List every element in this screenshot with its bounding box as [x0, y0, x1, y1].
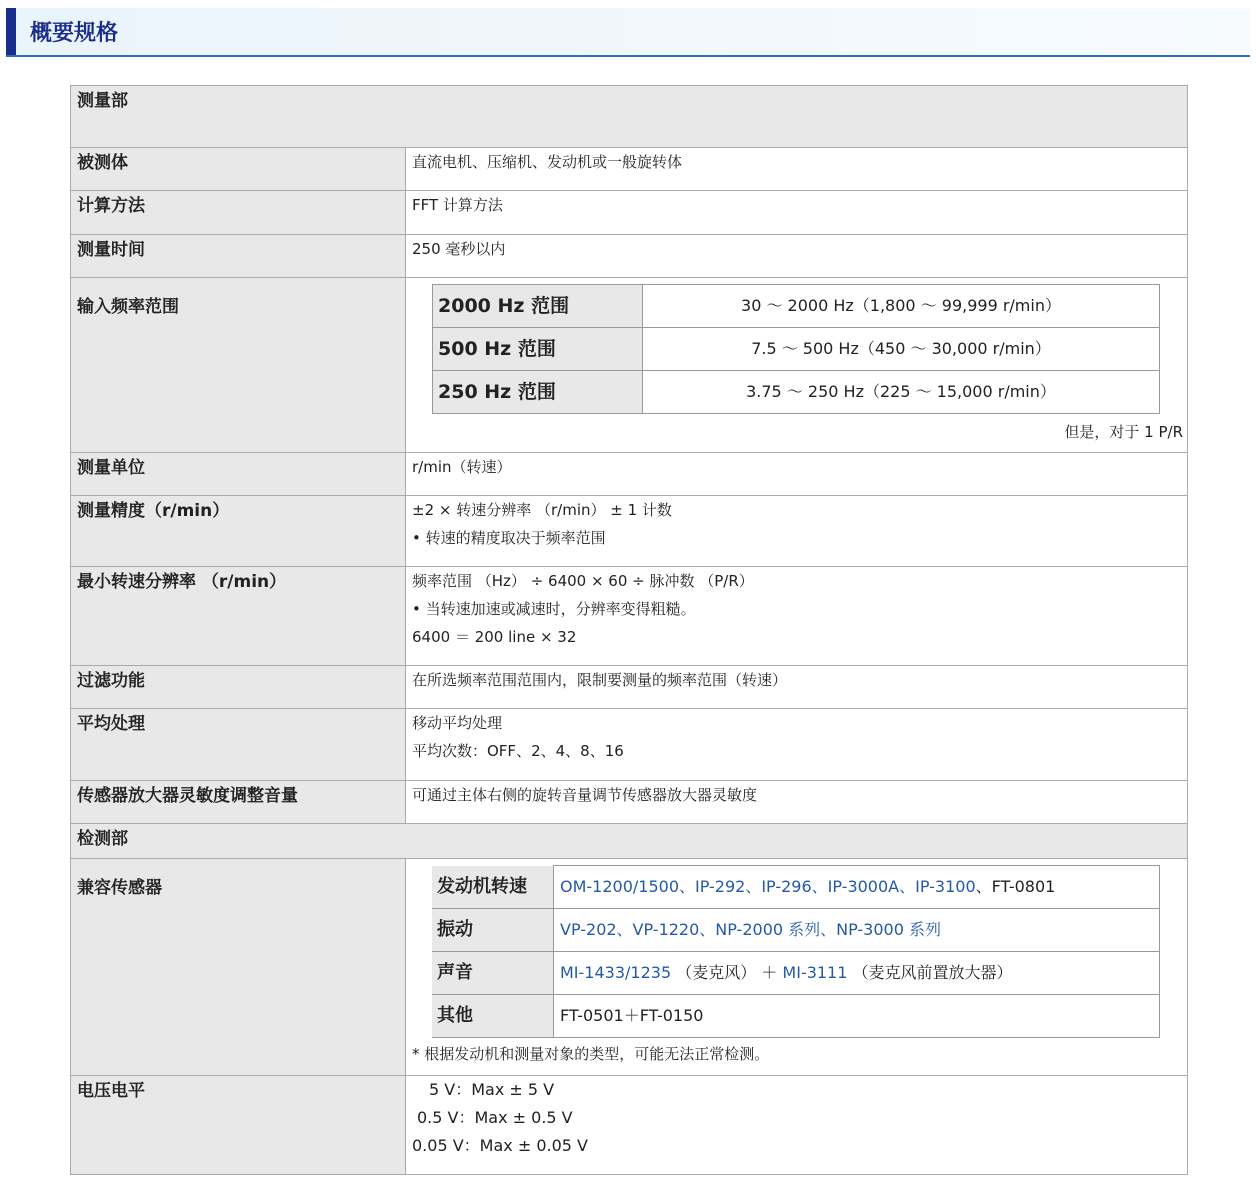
average-count: 平均次数：OFF、2、4、8、16: [412, 742, 624, 760]
row-value-freq: [406, 278, 1188, 453]
page-header: [6, 8, 1250, 57]
voltage-level: 0.5 V：Max ± 0.5 V: [417, 1108, 573, 1127]
sensor-models: [554, 866, 1160, 909]
row-label-sensitivity: 传感器放大器灵敏度调整音量: [71, 781, 406, 824]
sensor-row: [432, 866, 1160, 909]
freq-range-label: 500 Hz 范围: [433, 328, 643, 371]
sensor-model-link[interactable]: MI-3111: [782, 963, 848, 982]
row-value-voltage: [406, 1076, 1188, 1175]
sensor-row: [432, 995, 1160, 1038]
sensor-type: 其他: [432, 995, 554, 1038]
freq-range-value: 3.75 ～ 250 Hz（225 ～ 15,000 r/min）: [643, 371, 1160, 414]
sensor-type: 声音: [432, 952, 554, 995]
voltage-level: 0.05 V：Max ± 0.05 V: [412, 1136, 588, 1155]
row-label-calc: 计算方法: [71, 191, 406, 235]
accuracy-note: • 转速的精度取决于频率范围: [412, 529, 606, 547]
row-label-unit: 测量单位: [71, 453, 406, 496]
freq-range-label: 2000 Hz 范围: [433, 285, 643, 328]
table-row: [71, 859, 1188, 1076]
sensor-model-text: （麦克风前置放大器）: [847, 963, 1013, 982]
table-row: [71, 278, 1188, 453]
row-label-voltage: 电压电平: [71, 1076, 406, 1175]
row-label-sensors: 兼容传感器: [71, 859, 406, 1076]
sensor-model-text: 、FT-0801: [975, 877, 1056, 896]
row-label-resolution: 最小转速分辨率 （r/min）: [71, 567, 406, 666]
row-label-object: 被测体: [71, 148, 406, 191]
sensor-models: FT-0501＋FT-0150: [554, 995, 1160, 1038]
table-row: [71, 453, 1188, 496]
sensor-models: [554, 909, 1160, 952]
table-row: [71, 148, 1188, 191]
sensor-models: [554, 952, 1160, 995]
table-row: [71, 709, 1188, 781]
table-row: [71, 191, 1188, 235]
table-row: [71, 1076, 1188, 1175]
row-value-unit: r/min（转速）: [406, 453, 1188, 496]
voltage-level: 5 V：Max ± 5 V: [429, 1080, 555, 1099]
row-value-object: 直流电机、压缩机、发动机或一般旋转体: [406, 148, 1188, 191]
sensor-type: 发动机转速: [432, 866, 554, 909]
sensor-model-links[interactable]: OM-1200/1500、IP-292、IP-296、IP-3000A、IP-3100: [560, 877, 976, 896]
row-value-sensitivity: 可通过主体右侧的旋转音量调节传感器放大器灵敏度: [406, 781, 1188, 824]
sensor-model-link[interactable]: MI-1433/1235: [560, 963, 672, 982]
row-value-filter: 在所选频率范围范围内，限制要测量的频率范围（转速）: [406, 666, 1188, 709]
freq-range-value: 7.5 ～ 500 Hz（450 ～ 30,000 r/min）: [643, 328, 1160, 371]
average-method: 移动平均处理: [412, 714, 503, 732]
spec-table: [70, 85, 1188, 1175]
table-row: [71, 567, 1188, 666]
freq-note: 但是，对于 1 P/R: [1064, 423, 1183, 441]
table-row: [71, 781, 1188, 824]
table-row: [71, 496, 1188, 567]
header-accent-bar: [6, 8, 16, 55]
sensor-table: [432, 865, 1160, 1038]
row-value-time: 250 毫秒以内: [406, 235, 1188, 278]
freq-range-value: 30 ～ 2000 Hz（1,800 ～ 99,999 r/min）: [643, 285, 1160, 328]
sensor-note: * 根据发动机和测量对象的类型，可能无法正常检测。: [412, 1045, 770, 1063]
freq-row: [433, 285, 1160, 328]
sensor-row: [432, 952, 1160, 995]
section-row-detect: [71, 824, 1188, 859]
page-title: 概要规格: [30, 21, 119, 46]
freq-row: [433, 371, 1160, 414]
row-value-accuracy: [406, 496, 1188, 567]
resolution-constant: 6400 ＝ 200 line × 32: [412, 628, 577, 646]
table-row: [71, 666, 1188, 709]
row-value-sensors: [406, 859, 1188, 1076]
table-row: [71, 235, 1188, 278]
row-value-average: [406, 709, 1188, 781]
resolution-formula: 频率范围 （Hz） ÷ 6400 × 60 ÷ 脉冲数 （P/R）: [412, 572, 754, 590]
freq-range-table: [432, 284, 1160, 414]
sensor-model-links[interactable]: VP-202、VP-1220、NP-2000 系列、NP-3000 系列: [560, 920, 941, 939]
section-title-detect: 检测部: [71, 824, 1188, 859]
row-value-resolution: [406, 567, 1188, 666]
sensor-row: [432, 909, 1160, 952]
section-row-measure: [71, 86, 1188, 148]
row-label-average: 平均处理: [71, 709, 406, 781]
row-value-calc: FFT 计算方法: [406, 191, 1188, 235]
row-label-accuracy: 测量精度（r/min）: [71, 496, 406, 567]
freq-row: [433, 328, 1160, 371]
row-label-freq: 输入频率范围: [71, 278, 406, 453]
freq-range-label: 250 Hz 范围: [433, 371, 643, 414]
accuracy-line: ±2 × 转速分辨率 （r/min） ± 1 计数: [412, 501, 672, 519]
sensor-type: 振动: [432, 909, 554, 952]
row-label-time: 测量时间: [71, 235, 406, 278]
sensor-model-text: （麦克风） ＋: [671, 963, 783, 982]
section-title-measure: 测量部: [71, 86, 1188, 148]
resolution-note: • 当转速加速或减速时，分辨率变得粗糙。: [412, 600, 696, 618]
row-label-filter: 过滤功能: [71, 666, 406, 709]
